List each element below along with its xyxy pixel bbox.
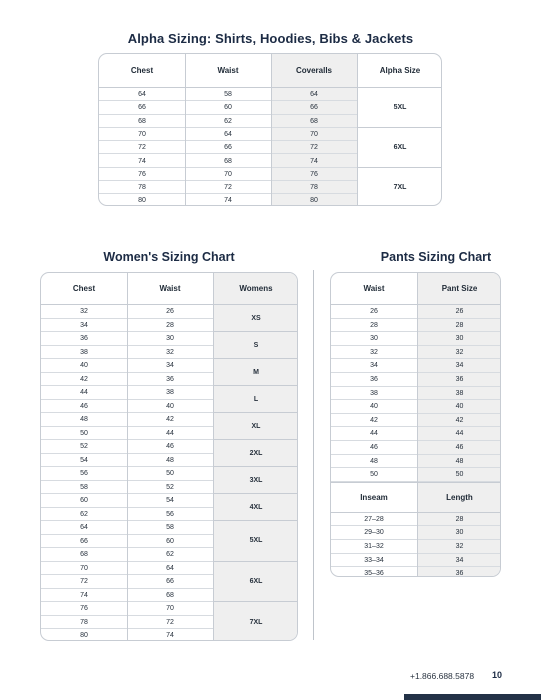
table-cell: 56 — [127, 508, 213, 522]
table-cell: 74 — [41, 589, 127, 603]
table-cell: 44 — [417, 427, 501, 441]
size-label: 5XL — [213, 521, 298, 562]
size-label: 5XL — [357, 88, 442, 128]
size-label: XS — [213, 305, 298, 332]
table-cell: 52 — [127, 481, 213, 495]
table-cell: 32 — [417, 346, 501, 360]
table-cell: 40 — [417, 400, 501, 414]
table-cell: 72 — [271, 141, 357, 154]
column-header-womens: Womens — [239, 284, 273, 293]
table-cell: 42 — [127, 413, 213, 427]
table-cell: 31–32 — [331, 540, 417, 554]
table-cell: 42 — [331, 414, 417, 428]
table-cell: 28 — [417, 513, 501, 527]
table-cell: 68 — [41, 548, 127, 562]
table-cell: 64 — [99, 88, 185, 101]
table-cell: 66 — [41, 535, 127, 549]
column-separator — [417, 273, 418, 576]
table-cell: 44 — [331, 427, 417, 441]
table-cell: 36 — [331, 373, 417, 387]
table-cell: 34 — [41, 319, 127, 333]
footer-phone: +1.866.688.5878 — [410, 671, 475, 681]
table-cell: 50 — [331, 468, 417, 482]
table-cell: 68 — [127, 589, 213, 603]
size-label: 2XL — [213, 440, 298, 467]
table-cell: 32 — [127, 346, 213, 360]
table-cell: 30 — [127, 332, 213, 346]
table-cell: 44 — [127, 427, 213, 441]
table-cell: 72 — [185, 181, 271, 194]
table-cell: 50 — [127, 467, 213, 481]
table-cell: 38 — [127, 386, 213, 400]
table-cell: 62 — [41, 508, 127, 522]
column-separator — [271, 54, 272, 205]
table-cell: 78 — [99, 181, 185, 194]
table-cell: 42 — [41, 373, 127, 387]
table-cell: 40 — [127, 400, 213, 414]
table-cell: 78 — [41, 616, 127, 630]
table-cell: 62 — [127, 548, 213, 562]
size-label: 7XL — [249, 618, 263, 626]
table-cell: 60 — [127, 535, 213, 549]
column-header-alpha-size: Alpha Size — [379, 66, 421, 75]
table-cell: 60 — [41, 494, 127, 508]
table-cell: 29–30 — [331, 526, 417, 540]
table-cell: 80 — [99, 194, 185, 206]
pants-sizing-table — [330, 272, 501, 577]
table-cell: 48 — [41, 413, 127, 427]
table-cell: 28 — [331, 319, 417, 333]
table-cell: 30 — [417, 526, 501, 540]
table-cell: 66 — [185, 141, 271, 154]
table-cell: 48 — [127, 454, 213, 468]
table-cell: 58 — [185, 88, 271, 101]
table-cell: 38 — [331, 387, 417, 401]
size-label: 4XL — [213, 494, 298, 521]
table-cell: 74 — [185, 194, 271, 206]
table-cell: 58 — [127, 521, 213, 535]
table-cell: 40 — [41, 359, 127, 373]
size-label: S — [213, 332, 298, 359]
table-cell: 80 — [271, 194, 357, 206]
table-cell: 36 — [417, 373, 501, 387]
table-cell: 72 — [99, 141, 185, 154]
table-cell: 26 — [127, 305, 213, 319]
column-divider — [313, 270, 314, 640]
size-label: 7XL — [393, 184, 407, 192]
table-cell: 36 — [41, 332, 127, 346]
column-header-inseam: Inseam — [360, 492, 388, 502]
size-label: M — [213, 359, 298, 386]
table-cell: 72 — [127, 616, 213, 630]
womens-sizing-table — [40, 272, 298, 641]
table-cell: 70 — [41, 562, 127, 576]
table-cell: 26 — [331, 305, 417, 319]
table-cell: 78 — [271, 181, 357, 194]
column-header-waist: Waist — [363, 284, 385, 293]
column-header-chest: Chest — [130, 66, 154, 75]
column-separator — [213, 273, 214, 640]
table-cell: 42 — [417, 414, 501, 428]
table-cell: 70 — [271, 128, 357, 141]
alpha-sizing-table — [98, 53, 442, 206]
table-cell: 70 — [99, 128, 185, 141]
table-cell: 44 — [41, 386, 127, 400]
table-cell: 70 — [185, 168, 271, 181]
table-cell: 26 — [417, 305, 501, 319]
table-cell: 70 — [127, 602, 213, 616]
table-cell: 64 — [185, 128, 271, 141]
column-header-pant-size: Pant Size — [441, 284, 478, 293]
table-cell: 28 — [417, 319, 501, 333]
table-cell: 64 — [127, 562, 213, 576]
table-cell: 64 — [41, 521, 127, 535]
table-cell: 48 — [331, 455, 417, 469]
table-cell: 56 — [41, 467, 127, 481]
column-header-coveralls: Coveralls — [295, 66, 333, 75]
page-number: 10 — [492, 670, 503, 680]
alpha-sizing-title: Alpha Sizing: Shirts, Hoodies, Bibs & Jackets — [127, 31, 414, 46]
table-cell: 33–34 — [331, 554, 417, 568]
table-cell: 32 — [41, 305, 127, 319]
table-cell: 74 — [99, 155, 185, 168]
table-cell: 34 — [331, 359, 417, 373]
column-separator — [127, 273, 128, 640]
table-cell: 48 — [417, 455, 501, 469]
table-cell: 46 — [331, 441, 417, 455]
table-cell: 64 — [271, 88, 357, 101]
table-cell: 34 — [417, 359, 501, 373]
table-cell: 72 — [41, 575, 127, 589]
table-cell: 46 — [417, 441, 501, 455]
size-label: 6XL — [357, 128, 442, 168]
table-cell: 68 — [99, 115, 185, 128]
table-cell: 66 — [127, 575, 213, 589]
column-header-chest: Chest — [72, 284, 96, 293]
column-separator — [185, 54, 186, 205]
table-cell: 52 — [41, 440, 127, 454]
table-cell: 32 — [331, 346, 417, 360]
table-cell: 74 — [127, 629, 213, 641]
table-cell: 34 — [417, 554, 501, 568]
column-separator — [357, 54, 358, 205]
table-cell: 68 — [271, 115, 357, 128]
table-cell: 74 — [271, 155, 357, 168]
table-cell: 30 — [417, 332, 501, 346]
column-header-waist: Waist — [217, 66, 239, 75]
womens-sizing-title: Women's Sizing Chart — [103, 250, 235, 264]
table-cell: 38 — [41, 346, 127, 360]
table-cell: 66 — [271, 101, 357, 114]
table-cell: 58 — [41, 481, 127, 495]
table-cell: 68 — [185, 155, 271, 168]
table-cell: 80 — [41, 629, 127, 641]
table-cell: 36 — [127, 373, 213, 387]
pants-sizing-title: Pants Sizing Chart — [380, 250, 492, 264]
table-cell: 50 — [417, 468, 501, 482]
table-cell: 76 — [271, 168, 357, 181]
footer-bar — [404, 694, 541, 700]
table-cell: 36 — [455, 570, 464, 577]
column-header-waist: Waist — [159, 284, 181, 293]
table-cell: 30 — [331, 332, 417, 346]
table-cell: 46 — [127, 440, 213, 454]
table-cell: 60 — [185, 101, 271, 114]
column-header-length: Length — [446, 492, 473, 502]
table-cell: 66 — [99, 101, 185, 114]
table-cell: 62 — [185, 115, 271, 128]
table-cell: 32 — [417, 540, 501, 554]
table-cell: 28 — [127, 319, 213, 333]
table-cell: 54 — [41, 454, 127, 468]
size-label: XL — [213, 413, 298, 440]
table-cell: 40 — [331, 400, 417, 414]
table-cell: 38 — [417, 387, 501, 401]
table-cell: 27–28 — [331, 513, 417, 527]
table-cell: 35–36 — [364, 570, 384, 577]
size-label: 6XL — [213, 562, 298, 603]
size-label: L — [213, 386, 298, 413]
table-cell: 34 — [127, 359, 213, 373]
size-label: 3XL — [213, 467, 298, 494]
table-cell: 54 — [127, 494, 213, 508]
table-cell: 76 — [41, 602, 127, 616]
table-cell: 50 — [41, 427, 127, 441]
table-cell: 46 — [41, 400, 127, 414]
table-cell: 76 — [99, 168, 185, 181]
